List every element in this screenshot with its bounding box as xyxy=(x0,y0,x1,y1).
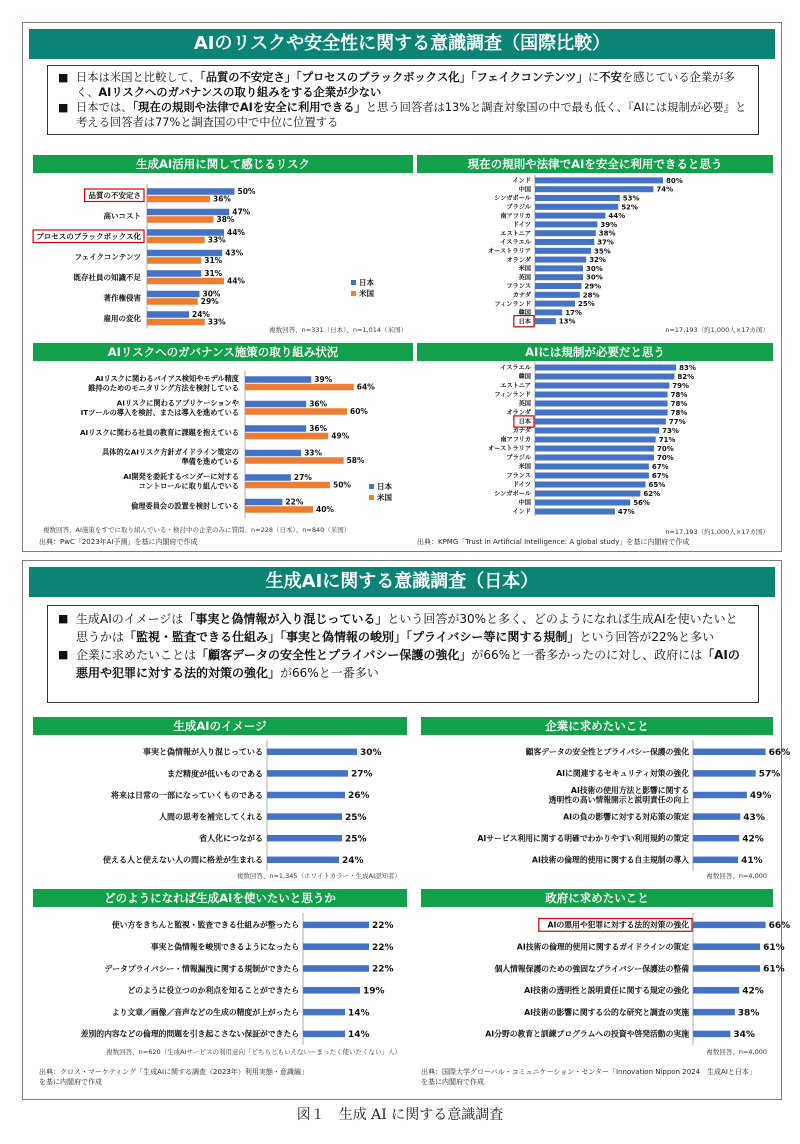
value-label: 49% xyxy=(749,791,772,802)
value-label: 43% xyxy=(743,812,765,823)
source-note xyxy=(421,1067,756,1087)
panel-title: 現在の規則や法律でAIを安全に利用できると思う xyxy=(417,155,773,173)
bar xyxy=(535,482,646,488)
category-label: フィンランド xyxy=(494,300,531,308)
bar xyxy=(535,186,653,192)
section-title: AIのリスクや安全性に関する意識調査（国際比較） xyxy=(29,29,775,59)
legend-label: 日本 xyxy=(359,278,374,287)
bar xyxy=(693,1009,735,1016)
category-label: 韓国 xyxy=(518,373,531,381)
bar xyxy=(693,922,766,929)
category-label: フランス xyxy=(506,472,531,480)
category-label: 事実と偽情報が入り混じっている xyxy=(143,747,263,757)
figure-caption: 図１ 生成 AI に関する意識調査 xyxy=(296,1107,504,1123)
category-label: 将来は日常の一部になっていくものである xyxy=(111,790,263,800)
category-label: 人間の思考を補完してくれる xyxy=(159,812,263,822)
value-label: 36% xyxy=(309,399,328,409)
value-label: 77% xyxy=(668,418,686,427)
bar xyxy=(535,195,620,201)
bar xyxy=(535,491,640,497)
bar xyxy=(303,1009,345,1016)
category-label: AIの悪用や犯罪に対する法的対策の強化 xyxy=(547,920,689,930)
category-label: フィンランド xyxy=(494,391,531,399)
summary-item: ■ 企業に求めたいことは「顧客データの安全性とプライバシー保護の強化」が66%と一番多かったのに対し、政府には「AIの悪用や犯罪に対する法的対策の強化」が66%と一番多い xyxy=(58,646,748,682)
chart-note: n=17,193（約1,000人×17カ国） xyxy=(665,528,769,536)
section-japan xyxy=(22,560,791,1100)
value-label: 33% xyxy=(304,448,323,458)
value-label: 30% xyxy=(586,264,603,273)
value-label: 30% xyxy=(360,748,382,759)
value-label: 31% xyxy=(204,256,223,266)
bar xyxy=(693,965,760,972)
value-label: 32% xyxy=(589,256,606,265)
category-label: オーストラリア xyxy=(487,248,531,256)
bar xyxy=(535,446,654,452)
bar xyxy=(147,291,200,298)
bar xyxy=(535,204,618,210)
value-label: 29% xyxy=(200,297,219,307)
category-label: ブラジル xyxy=(506,454,531,462)
bar xyxy=(693,792,747,799)
bar xyxy=(245,425,306,432)
legend-swatch xyxy=(351,291,356,296)
bar xyxy=(535,401,668,407)
category-label: ドイツ xyxy=(512,221,531,229)
bar xyxy=(535,455,654,461)
value-label: 44% xyxy=(227,228,245,238)
value-label: 28% xyxy=(582,291,600,300)
bar xyxy=(303,987,360,994)
source-line: 出典：国際大学グローバル・コミュニケーション・センター「Innovation Nippon 2024 生成AIと日本」 xyxy=(421,1068,756,1076)
bar xyxy=(147,311,189,318)
category-label: イスラエル xyxy=(500,364,531,372)
category-label: 中国 xyxy=(518,186,531,194)
bar xyxy=(535,265,583,271)
value-label: 61% xyxy=(763,942,785,953)
bar xyxy=(693,813,740,820)
bar xyxy=(267,770,348,777)
bar xyxy=(535,410,668,416)
value-label: 71% xyxy=(658,436,676,445)
value-label: 47% xyxy=(232,207,251,217)
panel-title: AIには規制が必要だと思う xyxy=(417,343,773,361)
bar xyxy=(267,813,342,820)
value-label: 25% xyxy=(345,834,367,845)
value-label: 25% xyxy=(578,300,595,309)
panel-image xyxy=(33,717,407,879)
category-label: 顧客データの安全性とプライバシー保護の強化 xyxy=(525,747,689,757)
chart-conditions xyxy=(33,907,407,1041)
bar xyxy=(267,792,345,799)
value-label: 60% xyxy=(350,407,368,417)
source-line: を基に内閣府で作成 xyxy=(421,1078,484,1086)
value-label: 22% xyxy=(372,942,394,953)
value-label: 17% xyxy=(565,308,582,317)
category-label: 品質の不安定さ xyxy=(88,190,141,200)
value-label: 19% xyxy=(363,986,385,997)
category-label: 維持のためのモニタリング方法を検討している xyxy=(88,383,239,393)
bar xyxy=(147,270,201,277)
value-label: 33% xyxy=(207,317,226,327)
category-label: カナダ xyxy=(512,427,531,435)
bar xyxy=(245,506,313,513)
category-label: エストニア xyxy=(500,230,531,238)
value-label: 67% xyxy=(651,463,669,472)
bar xyxy=(303,922,369,929)
value-label: 37% xyxy=(597,238,614,247)
category-label: 中国 xyxy=(518,499,531,507)
source-line: 出典：クロス・マーケティング「生成AIに関する調査（2023年）利用実態・意識編」 xyxy=(39,1068,308,1076)
value-label: 38% xyxy=(216,215,235,225)
category-label: インド xyxy=(512,508,531,516)
bar xyxy=(535,283,581,289)
category-label: より文章／画像／音声などの生成の精度が上がったら xyxy=(111,1007,299,1017)
bar xyxy=(535,500,630,506)
bar xyxy=(535,428,659,434)
bar xyxy=(535,213,605,219)
legend-label: 米国 xyxy=(377,493,392,502)
bar xyxy=(303,965,369,972)
category-label: 南アフリカ xyxy=(500,212,531,220)
category-label: どのように役立つのか利点を知ることができたら xyxy=(127,986,299,996)
value-label: 62% xyxy=(643,490,661,499)
value-label: 30% xyxy=(586,273,603,282)
chart-law-safe xyxy=(417,173,773,333)
chart-note: 複数回答、n=620（生成AIサービスの利用意向「どちらともいえない～まったく使いたくない」人） xyxy=(106,1048,401,1056)
category-label: AIの負の影響に対する対応策の策定 xyxy=(563,812,689,822)
legend-swatch xyxy=(369,495,374,500)
value-label: 56% xyxy=(633,499,650,508)
chart-risk xyxy=(33,173,413,333)
value-label: 25% xyxy=(345,812,367,823)
bar xyxy=(535,177,663,183)
value-label: 38% xyxy=(598,229,616,238)
value-label: 24% xyxy=(342,856,364,867)
summary-item: ■ 生成AIのイメージは「事実と偽情報が入り混じっている」という回答が30%と多く、どのようになれば生成AIを使いたいと思うかは「監視・監査できる仕組み」「事実と偽情報の峻別」「プライバシー等に関する規制」という回答が22%と多い xyxy=(58,610,748,646)
category-label: オランダ xyxy=(506,256,531,264)
legend-swatch xyxy=(369,484,374,489)
value-label: 79% xyxy=(672,382,690,391)
value-label: 13% xyxy=(558,317,576,326)
value-label: 53% xyxy=(622,194,640,203)
bar xyxy=(535,274,583,280)
category-label: 米国 xyxy=(518,463,531,471)
category-label: 事実と偽情報を峻別できるようになったら xyxy=(150,942,299,952)
value-label: 30% xyxy=(202,289,221,299)
value-label: 70% xyxy=(657,454,674,463)
value-label: 44% xyxy=(227,276,245,286)
bar xyxy=(267,835,342,842)
summary-box xyxy=(47,605,759,703)
bar xyxy=(535,301,575,307)
value-label: 40% xyxy=(316,505,334,515)
category-label: AIサービス利用に関する明確でわかりやすい利用規約の策定 xyxy=(477,834,689,844)
bar xyxy=(245,376,311,383)
category-label: インド xyxy=(512,177,531,185)
panel-conditions xyxy=(33,889,407,1057)
value-label: 80% xyxy=(666,176,683,185)
value-label: 78% xyxy=(670,400,688,409)
value-label: 70% xyxy=(657,445,674,454)
category-label: AI技術の透明性と説明責任に関する規定の強化 xyxy=(524,986,689,996)
bar xyxy=(535,509,615,515)
value-label: 66% xyxy=(768,748,791,759)
bar xyxy=(147,278,224,285)
category-label: データプライバシー・情報漏洩に関する規制ができたら xyxy=(104,964,299,974)
category-label: フェイクコンテンツ xyxy=(74,252,141,262)
panel-title: どのようになれば生成AIを使いたいと思うか xyxy=(33,889,407,907)
category-label: 著作権侵害 xyxy=(103,293,141,303)
category-label: 透明性の高い情報開示と説明責任の向上 xyxy=(548,795,689,805)
chart-company xyxy=(421,735,791,869)
bar xyxy=(535,374,674,380)
category-label: AIに関連するセキュリティ対策の強化 xyxy=(556,769,689,779)
category-label: シンガポール xyxy=(494,195,531,203)
value-label: 39% xyxy=(314,375,333,385)
bar xyxy=(245,433,328,440)
category-label: AI技術の倫理的使用に関する自主規制の導入 xyxy=(531,855,689,865)
value-label: 38% xyxy=(737,1008,760,1019)
bar xyxy=(245,384,354,391)
category-label: 使える人と使えない人の間に格差が生まれる xyxy=(103,855,263,865)
bar xyxy=(535,419,666,425)
chart-regulation xyxy=(417,361,773,525)
value-label: 42% xyxy=(742,834,764,845)
category-label: 具体的なAIリスク方針ガイドライン策定の xyxy=(101,447,239,457)
summary-box xyxy=(47,65,759,135)
summary-item: ■ 日本では、「現在の規則や法律でAIを安全に利用できる」と思う回答者は13%と調査対象国の中で最も低く、『AIには規制が必要』と考える回答者は77%と調査国の中で中位に位置する xyxy=(58,100,748,130)
value-label: 42% xyxy=(742,986,764,997)
value-label: 33% xyxy=(207,235,226,245)
chart-note: 複数回答、n=1,345（ホワイトカラー・生成AI認知者） xyxy=(236,872,401,880)
panel-title: AIリスクへのガバナンス施策の取り組み状況 xyxy=(33,343,413,361)
category-label: AI技術の使用方法と影響に関する xyxy=(570,785,689,795)
category-label: 日本 xyxy=(518,418,531,426)
bar xyxy=(267,857,339,864)
value-label: 50% xyxy=(333,480,351,490)
value-label: 61% xyxy=(763,964,785,975)
category-label: 英国 xyxy=(518,400,531,408)
category-label: 雇用の変化 xyxy=(103,313,141,323)
category-label: コントロールに取り組んでいる xyxy=(138,481,239,491)
value-label: 47% xyxy=(617,508,635,517)
chart-government xyxy=(421,907,791,1041)
value-label: 36% xyxy=(213,194,231,204)
legend-label: 日本 xyxy=(377,482,392,491)
bar xyxy=(147,298,198,305)
value-label: 35% xyxy=(594,247,611,256)
source-note: 出典：KPMG「Trust in Artificial Intelligence: A global study」を基に内閣府で作成 xyxy=(417,538,690,546)
bar xyxy=(693,987,739,994)
bar xyxy=(245,457,344,464)
value-label: 57% xyxy=(758,769,781,780)
category-label: 高いコスト xyxy=(103,211,141,221)
category-label: オーストラリア xyxy=(487,445,531,453)
value-label: 43% xyxy=(225,248,244,258)
bar xyxy=(245,401,306,408)
value-label: 65% xyxy=(648,481,666,490)
category-label: 既存社員の知識不足 xyxy=(73,272,141,282)
value-label: 67% xyxy=(651,472,669,481)
category-label: フランス xyxy=(506,283,531,291)
bar xyxy=(535,309,562,315)
panel-risk xyxy=(33,155,413,333)
category-label: ドイツ xyxy=(512,481,531,489)
bar xyxy=(535,292,580,298)
chart-note: 複数回答、AI施策をすでに取り組んでいる・検討中の企業のみに質問、n=228（日本）、n=840（米国） xyxy=(43,526,351,534)
bar xyxy=(147,257,201,264)
value-label: 78% xyxy=(670,409,688,418)
section-title: 生成AIに関する意識調査（日本） xyxy=(29,567,775,597)
bar xyxy=(535,464,649,470)
category-label: シンガポール xyxy=(494,490,531,498)
bar xyxy=(245,499,282,506)
value-label: 24% xyxy=(192,310,210,320)
panel-title: 政府に求めたいこと xyxy=(421,889,773,907)
value-label: 41% xyxy=(741,856,763,867)
category-label: 個人情報保護のための強固なプライバシー保護法の整備 xyxy=(494,964,689,974)
category-label: カナダ xyxy=(512,292,531,300)
bar xyxy=(535,248,591,254)
panel-title: 生成AI活用に関して感じるリスク xyxy=(33,155,413,173)
bar xyxy=(147,319,205,326)
bar xyxy=(535,230,596,236)
category-label: AIリスクに関わるアプリケーションや xyxy=(116,398,239,408)
bar xyxy=(147,196,210,203)
value-label: 39% xyxy=(600,220,618,229)
value-label: 27% xyxy=(351,769,373,780)
category-label: 差別的内容などの倫理的問題を引き起こさない保証ができたら xyxy=(80,1029,299,1039)
bar xyxy=(303,1031,345,1038)
category-label: 倫理委員会の設置を検討している xyxy=(131,501,239,511)
category-label: AIリスクに関わる社員の教育に課題を抱えている xyxy=(79,427,239,437)
category-label: イスラエル xyxy=(500,239,531,247)
bar xyxy=(693,770,756,777)
category-label: 南アフリカ xyxy=(500,436,531,444)
value-label: 22% xyxy=(285,497,304,507)
category-label: 韓国 xyxy=(518,309,531,317)
bar xyxy=(535,383,669,389)
value-label: 49% xyxy=(331,431,350,441)
chart-image xyxy=(33,735,407,869)
bar xyxy=(693,1031,730,1038)
category-label: エストニア xyxy=(500,382,531,390)
bar xyxy=(535,365,676,371)
category-label: AI開発を委託するベンダーに対する xyxy=(123,472,239,482)
bar xyxy=(693,943,760,950)
category-label: 省人化につながる xyxy=(199,834,263,844)
value-label: 83% xyxy=(679,364,696,373)
value-label: 74% xyxy=(656,185,674,194)
bar xyxy=(303,943,369,950)
panel-governance xyxy=(33,343,413,533)
bar xyxy=(535,392,668,398)
chart-note: 複数回答、n=331（日本）、n=1,014（米国） xyxy=(269,326,407,334)
category-label: ブラジル xyxy=(506,204,531,212)
panel-government xyxy=(421,889,791,1057)
value-label: 22% xyxy=(372,964,394,975)
value-label: 26% xyxy=(348,791,370,802)
value-label: 64% xyxy=(356,382,375,392)
panel-company xyxy=(421,717,791,880)
value-label: 36% xyxy=(309,424,328,434)
value-label: 34% xyxy=(733,1030,755,1041)
value-label: 73% xyxy=(662,427,679,436)
bar xyxy=(535,221,597,227)
category-label: オランダ xyxy=(506,409,531,417)
legend-label: 米国 xyxy=(359,289,374,298)
bar xyxy=(693,749,766,756)
value-label: 58% xyxy=(346,456,365,466)
legend-swatch xyxy=(351,280,356,285)
bar xyxy=(245,450,301,457)
bar xyxy=(147,216,214,223)
value-label: 82% xyxy=(677,373,695,382)
bar xyxy=(693,835,739,842)
panel-law-safe xyxy=(417,155,773,333)
bar xyxy=(693,857,738,864)
value-label: 78% xyxy=(670,391,688,400)
bar xyxy=(535,239,594,245)
value-label: 52% xyxy=(621,203,638,212)
bar xyxy=(535,318,556,324)
value-label: 14% xyxy=(348,1030,370,1041)
category-label: 日本 xyxy=(518,318,531,326)
chart-note: 複数回答、n=4,000 xyxy=(706,872,767,880)
value-label: 27% xyxy=(293,473,312,483)
bar xyxy=(535,473,649,479)
category-label: まだ精度が低いものである xyxy=(167,769,263,779)
panel-regulation xyxy=(417,343,773,536)
category-label: AIリスクに関わるバイアス検知やモデル精度 xyxy=(95,374,239,384)
bar xyxy=(535,257,586,263)
value-label: 66% xyxy=(768,921,791,932)
panel-title: 企業に求めたいこと xyxy=(421,717,773,735)
bar xyxy=(245,474,291,481)
bar xyxy=(245,408,347,415)
bar xyxy=(267,749,357,756)
summary-item: ■ 日本は米国と比較して、「品質の不安定さ」「プロセスのブラックボックス化」「フェイクコンテンツ」に不安を感じている企業が多く、AIリスクへのガバナンスの取り組みをする企業が少ない xyxy=(58,70,748,100)
category-label: AI技術の倫理的使用に関するガイドラインの策定 xyxy=(516,942,689,952)
value-label: 31% xyxy=(204,269,223,279)
category-label: 米国 xyxy=(518,265,531,273)
value-label: 44% xyxy=(608,212,626,221)
chart-note: 複数回答、n=4,000 xyxy=(706,1048,767,1056)
category-label: プロセスのブラックボックス化 xyxy=(36,231,141,241)
chart-governance xyxy=(33,361,413,521)
value-label: 50% xyxy=(237,187,256,197)
category-label: AI技術の影響に関する公的な研究と調査の実施 xyxy=(524,1007,689,1017)
bar xyxy=(245,482,330,489)
value-label: 29% xyxy=(584,282,602,291)
source-line: を基に内閣府で作成 xyxy=(39,1078,102,1086)
bar xyxy=(535,437,656,443)
category-label: AI分野の教育と訓練プログラムへの投資や啓発活動の実施 xyxy=(485,1029,689,1039)
value-label: 22% xyxy=(372,921,394,932)
category-label: 使い方をきちんと監視・監査できる仕組みが整ったら xyxy=(111,920,299,930)
category-label: 準備を進めている xyxy=(181,456,239,466)
bar xyxy=(147,237,205,244)
category-label: ITツールの導入を検討、または導入を進めている xyxy=(80,407,239,417)
section-international xyxy=(22,22,782,552)
category-label: 英国 xyxy=(518,274,531,282)
panel-title: 生成AIのイメージ xyxy=(33,717,407,735)
source-note xyxy=(39,1067,308,1087)
source-note: 出典：PwC「2023年AI予測」を基に内閣府で作成 xyxy=(39,538,198,546)
value-label: 14% xyxy=(348,1008,370,1019)
chart-note: n=17,193（約1,000人×17カ国） xyxy=(665,326,769,334)
